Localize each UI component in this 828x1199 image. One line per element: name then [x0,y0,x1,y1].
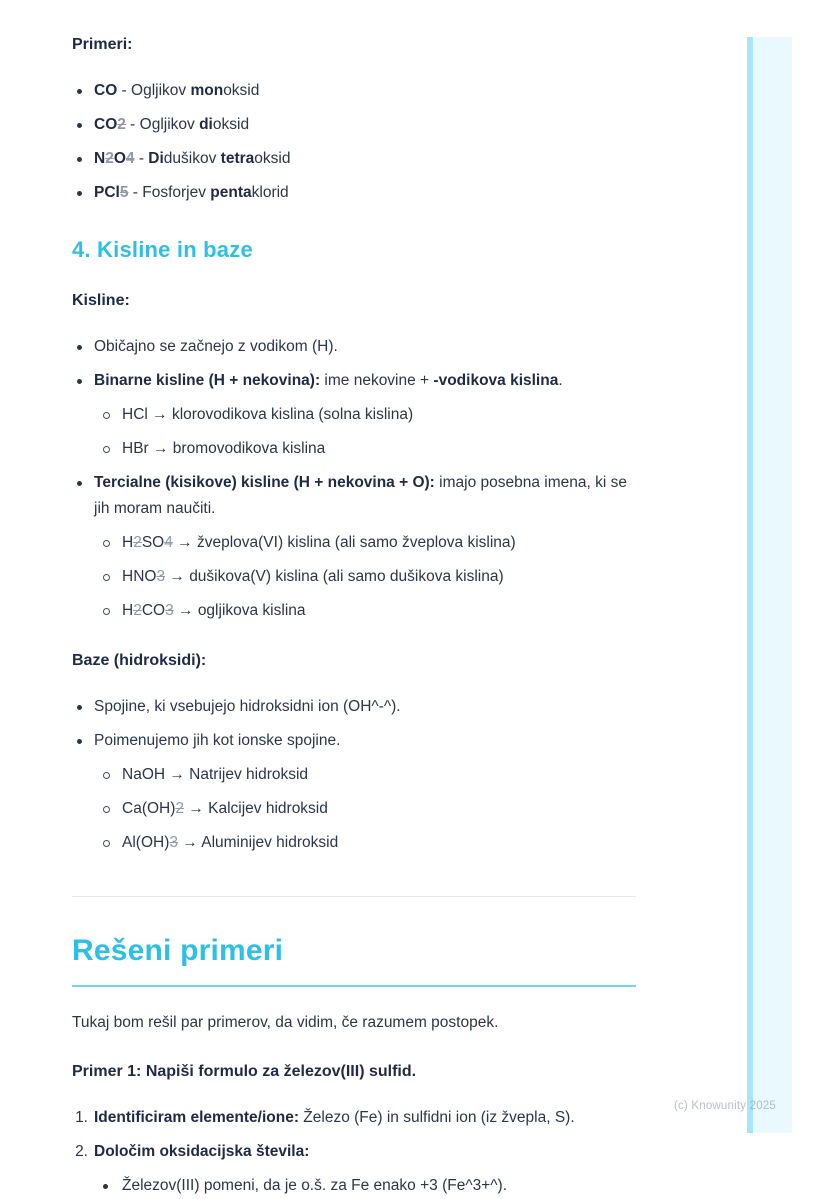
text-segment: - [134,150,149,167]
item-text [94,474,627,517]
item-text [122,406,413,423]
kisline-baze-heading: 4. Kisline in baze [72,237,253,262]
item-text [122,568,504,585]
sub-list-item [94,436,636,462]
baze-heading: Baze (hidroksidi): [72,652,207,669]
item-text [122,1177,507,1194]
circle-bullet-icon [103,446,110,453]
text-segment: HBr → bromovodikova kislina [122,440,326,457]
item-text [94,184,289,201]
text-segment: → Aluminijev hidroksid [177,834,339,851]
reseni-intro: Tukaj bom rešil par primerov, da vidim, če razumem postopek. [72,1014,499,1031]
primeri-heading: Primeri: [72,36,133,53]
text-segment: Določim oksidacijska števila: [94,1143,310,1160]
knowunity-watermark: (c) Knowunity 2025 [673,1100,776,1112]
item-text [94,1109,575,1126]
text-segment: 3 [169,834,178,851]
text-segment: Di [148,150,164,167]
primeri-list [72,78,636,206]
sub-list [94,1173,636,1199]
text-segment: H [122,534,134,551]
step-item [72,1139,636,1199]
section-divider [72,896,636,897]
text-segment: HCl → klorovodikova kislina (solna kislina) [122,406,414,423]
text-segment: - Ogljikov [125,116,200,133]
item-text [122,834,338,851]
item-text [94,338,338,355]
text-segment: SO [141,534,165,551]
text-segment: oksid [223,82,260,99]
baze-list [72,694,636,856]
circle-bullet-icon [103,806,110,813]
text-segment: - Ogljikov [117,82,191,99]
circle-bullet-icon [103,840,110,847]
text-segment: tetra [220,150,255,167]
text-segment: → dušikova(V) kislina (ali samo dušikova kislina) [165,568,504,585]
text-segment: H [122,602,134,619]
text-segment: HNO [122,568,157,585]
primer1-heading: Primer 1: Napiši formulo za železov(III) sulfid. [72,1063,417,1080]
reseni-primeri-heading: Rešeni primeri [72,934,284,967]
item-text [122,766,308,783]
item-text [94,82,259,99]
text-segment: 4 [125,150,135,167]
text-segment: Železo (Fe) in sulfidni ion (iz žvepla, S). [299,1109,575,1126]
item-text [122,534,516,551]
text-segment: klorid [251,184,289,201]
item-text [94,116,249,133]
circle-bullet-icon [103,574,110,581]
item-text [94,732,340,749]
bullet-icon [77,379,82,384]
text-segment: penta [210,184,252,201]
text-segment: 2 [105,150,114,167]
bullet-icon [77,481,82,486]
text-segment: mon [190,82,224,99]
sub-list [94,530,636,624]
text-segment: N [94,150,106,167]
text-segment: → žveplova(VI) kislina (ali samo žveplova kislina) [172,534,516,551]
text-segment: CO [94,82,118,99]
text-segment: 2 [133,534,142,551]
step-item [72,1105,636,1131]
circle-bullet-icon [103,412,110,419]
circle-bullet-icon [103,772,110,779]
item-text [94,1143,309,1160]
item-text [94,150,290,167]
text-segment: dušikov [163,150,221,167]
text-segment: PCl [94,184,120,201]
heading-underline [72,985,636,987]
item-text [94,372,563,389]
list-item [72,368,636,462]
sub-list-item [94,598,636,624]
bullet-icon [77,345,82,350]
sub-list [94,402,636,462]
item-text [94,698,401,715]
step-number: 2. [75,1143,88,1160]
sub-list-item [94,830,636,856]
text-segment: oksid [212,116,250,133]
item-text [122,800,328,817]
text-segment: → ogljikova kislina [173,602,306,619]
list-item [72,112,636,138]
bullet-icon [77,705,82,710]
circle-bullet-icon [103,608,110,615]
text-segment: 2 [133,602,142,619]
bullet-icon [77,89,82,94]
text-segment: oksid [254,150,291,167]
sub-list-item [94,762,636,788]
text-segment: Tercialne (kisikove) kisline (H + nekovina + O): [94,474,435,491]
text-segment: Ca(OH) [122,800,176,817]
text-segment: . [558,372,563,389]
item-text [122,602,306,619]
step-number: 1. [75,1109,88,1126]
text-segment: 3 [156,568,166,585]
bullet-icon [77,123,82,128]
list-item [72,146,636,172]
sub-list-item [94,796,636,822]
bullet-icon [77,739,82,744]
text-segment: → Kalcijev hidroksid [184,800,328,817]
primer1-steps [72,1105,636,1199]
list-item [72,694,636,720]
sub-list-item [94,564,636,590]
text-segment: ime nekovine + [320,372,434,389]
text-segment: Poimenujemo jih kot ionske spojine. [94,732,341,749]
text-segment: 5 [119,184,129,201]
text-segment: -vodikova kislina [433,372,559,389]
text-segment: Spojine, ki vsebujejo hidroksidni ion (OH^-^). [94,698,401,715]
text-segment: Običajno se začnejo z vodikom (H). [94,338,338,355]
text-segment: Binarne kisline (H + nekovina): [94,372,321,389]
list-item [72,334,636,360]
text-segment: imajo posebna imena, ki se jih moram naučiti. [94,474,627,517]
sub-list-item [94,402,636,428]
sub-list-item [94,530,636,556]
text-segment: O [113,150,126,167]
list-item [72,728,636,856]
text-segment: 2 [175,800,185,817]
highlight-scrollbar [747,37,792,1133]
text-segment: Železov(III) pomeni, da je o.š. za Fe enako +3 (Fe^3+^). [122,1177,508,1194]
kisline-heading: Kisline: [72,292,130,309]
text-segment: Al(OH) [122,834,170,851]
list-item [72,180,636,206]
bullet-icon [77,191,82,196]
sub-list-item [94,1173,636,1199]
text-segment: 3 [165,602,174,619]
list-item [72,78,636,104]
text-segment: - Fosforjev [128,184,211,201]
text-segment: CO [94,116,118,133]
sub-list [94,762,636,856]
bullet-icon [103,1184,108,1189]
kisline-list [72,334,636,624]
document-content [72,34,636,1199]
text-segment: Identificiram elemente/ione: [94,1109,299,1126]
text-segment: 2 [117,116,126,133]
circle-bullet-icon [103,540,110,547]
list-item [72,470,636,624]
text-segment: di [199,116,213,133]
text-segment: 4 [164,534,173,551]
bullet-icon [77,157,82,162]
text-segment: CO [141,602,166,619]
item-text [122,440,325,457]
text-segment: NaOH → Natrijev hidroksid [122,766,309,783]
